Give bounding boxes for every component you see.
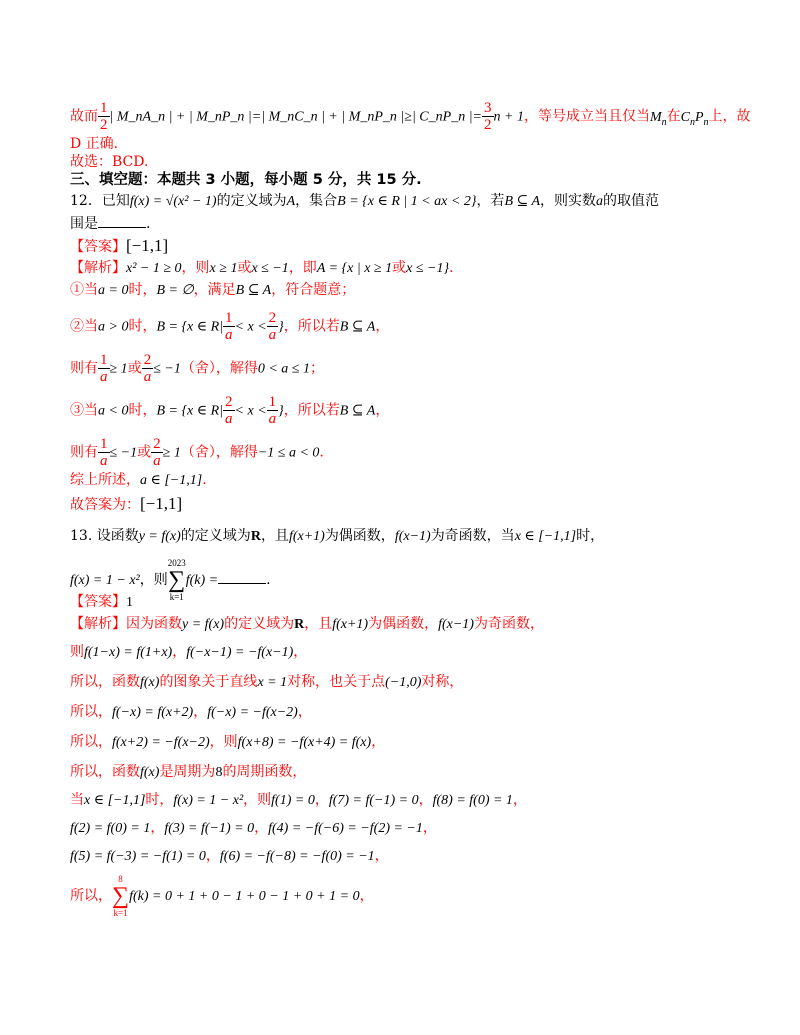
math: $C_nP_n$ — [680, 109, 709, 128]
text: ，所以若 — [283, 402, 340, 419]
text: 的定义域为 — [224, 616, 295, 632]
math: a ∈ [−1,1] — [140, 473, 203, 488]
q13-analysis-line-8 — [70, 818, 437, 839]
analysis-label: 【解析】 — [70, 616, 126, 632]
math: f(x) = 1 − x² — [70, 573, 140, 588]
text: 在 — [666, 108, 681, 125]
text: ， — [254, 820, 269, 836]
fraction: $\frac{1}{a}$ — [268, 394, 277, 427]
math: R — [294, 617, 305, 632]
text: ，即 — [288, 260, 317, 276]
math: f(x+1) — [288, 529, 325, 544]
prev-solution-line-3: 故选：BCD. — [70, 154, 149, 170]
text: 所以， — [70, 888, 112, 904]
text: ，所以若 — [283, 318, 340, 335]
text: 或 — [137, 444, 152, 461]
text: 时， — [128, 318, 157, 335]
math: f(x−1) — [438, 617, 474, 632]
q13-analysis-line-5 — [70, 732, 385, 753]
q12-analysis-line-1 — [70, 258, 454, 279]
text: 或 — [392, 260, 407, 276]
math: B ⊆ A — [235, 283, 272, 298]
math: f(x+2) = −f(x−2) — [112, 735, 210, 750]
math: f(−x−1) = −f(x−1) — [186, 645, 294, 660]
text: 因为函数 — [126, 616, 182, 632]
text: 则有 — [70, 360, 98, 377]
math: f(8) = f(0) = 1 — [432, 793, 513, 808]
q12-case-3-result — [70, 436, 324, 469]
math: A = {x | x ≥ 1 — [316, 261, 393, 276]
math: f(x) = √(x² − 1) — [129, 194, 217, 209]
text: 或 — [237, 260, 252, 276]
math: f(1−x) = f(1+x) — [84, 645, 173, 660]
math: < x < — [234, 403, 267, 419]
math: x = 1 — [257, 675, 288, 690]
q13-analysis-line-6 — [70, 762, 306, 783]
math: x ∈ [−1,1] — [514, 529, 577, 544]
sum-lower-limit: k=1 — [169, 592, 184, 602]
math: f(x) = 1 − x² — [173, 793, 244, 808]
math: a < 0 — [98, 403, 129, 419]
math: f(−x) = f(x+2) — [112, 705, 194, 720]
math: x ≥ 1 — [209, 261, 238, 276]
math: f(2) = f(0) = 1 — [70, 821, 151, 836]
math: B ⊆ A — [339, 319, 376, 335]
text: ，则 — [139, 572, 168, 588]
math: ≤ −1 — [153, 361, 181, 377]
q12-stem-line-2 — [70, 214, 150, 234]
math: f(−x) = −f(x−2) — [207, 705, 298, 720]
math: f(7) = f(−1) = 0 — [328, 793, 419, 808]
q12-case-3 — [70, 394, 389, 427]
text: ， — [512, 792, 527, 808]
math: 8 — [215, 765, 223, 780]
math: ≥ 1 — [162, 445, 181, 461]
fraction: $\frac{1}{a}$ — [225, 310, 233, 343]
text: （舍），解得 — [180, 360, 258, 377]
text: ，且 — [304, 616, 333, 632]
text: ，若 — [476, 193, 505, 209]
fraction: $\frac{2}{a}$ — [143, 352, 152, 385]
math: f(x+1) — [332, 617, 369, 632]
text: 时， — [145, 792, 174, 808]
answer-value: [−1,1] — [126, 236, 169, 255]
math: $M_n$ — [649, 109, 667, 128]
text: 的定义域为 — [180, 528, 251, 544]
math: f(3) = f(−1) = 0 — [164, 821, 255, 836]
text: （舍），解得 — [180, 444, 258, 461]
fraction: $\frac{2}{a}$ — [268, 310, 277, 343]
math: a = 0 — [98, 283, 129, 298]
answer-label: 【答案】 — [70, 594, 126, 610]
q13-analysis-line-2 — [70, 642, 307, 663]
q13-analysis-line-10 — [70, 874, 374, 918]
math: (−1,0) — [385, 675, 422, 690]
text: 或 — [127, 360, 142, 377]
math: a > 0 — [98, 319, 129, 335]
math: [−1,1] — [140, 494, 183, 513]
math: } — [278, 403, 284, 419]
section-title: 三、填空题：本题共 3 小题，每小题 5 分，共 15 分. — [70, 172, 422, 188]
prev-solution-line-2: D 正确. — [70, 136, 119, 152]
text: ，则 — [209, 734, 238, 750]
text: ，集合 — [295, 193, 338, 209]
analysis-label: 【解析】 — [70, 260, 126, 276]
text: ，等号成立当且仅当 — [523, 108, 650, 125]
math: B = {x ∈ R| — [156, 403, 224, 419]
text: . — [146, 216, 151, 232]
answer-blank — [218, 571, 266, 584]
text: 对称，也关于点 — [287, 674, 386, 690]
text: 所以， — [70, 704, 112, 720]
text: ，符合题意； — [271, 282, 356, 298]
text: ， — [297, 704, 312, 720]
math: y = f(x) — [138, 529, 181, 544]
math: x ≤ −1 — [251, 261, 289, 276]
q13-answer — [70, 592, 133, 613]
text: 当 — [70, 792, 84, 808]
text: ， — [422, 820, 437, 836]
math: −1 ≤ a < 0 — [257, 445, 320, 461]
q12-case-2-result — [70, 352, 324, 385]
math: n + 1 — [493, 109, 524, 125]
math: B = {x ∈ R| — [156, 319, 224, 335]
text: 上，故 — [708, 108, 751, 125]
fraction: $\frac{3}{2}$ — [484, 100, 492, 133]
sum-lower-limit: k=1 — [113, 908, 128, 918]
answer-blank — [98, 215, 146, 228]
text: 时， — [576, 528, 605, 544]
math: f(x) — [140, 675, 160, 690]
math: f(x−1) — [394, 529, 431, 544]
math: < x < — [234, 319, 267, 335]
math: f(1) = 0 — [271, 793, 315, 808]
q13-analysis-line-9 — [70, 846, 389, 867]
fraction: $\frac{2}{a}$ — [225, 394, 233, 427]
math: f(5) = f(−3) = −f(1) = 0 — [70, 849, 206, 864]
summation-symbol: 8 ∑ k=1 — [112, 874, 130, 918]
text: . — [266, 572, 271, 588]
math: | M_nA_n | + | M_nP_n |=| M_nC_n | + | M_nP_n |≥| C_nP_n |= — [109, 109, 482, 125]
text: . — [202, 472, 207, 488]
math: x ∈ [−1,1] — [84, 793, 146, 808]
text: 的定义域为 — [216, 193, 287, 209]
math: f(4) = −f(−6) = −f(2) = −1 — [268, 821, 423, 836]
q12-case-2 — [70, 310, 389, 343]
q13-analysis-line-4 — [70, 702, 312, 723]
math: f(6) = −f(−8) = −f(0) = −1 — [219, 849, 375, 864]
text: 综上所述， — [70, 472, 140, 488]
text: ， — [374, 848, 389, 864]
text: ， — [193, 704, 208, 720]
math: } — [278, 319, 284, 335]
text: . — [319, 444, 324, 461]
math: f(x) — [140, 765, 160, 780]
math: f(x+8) = −f(x+4) = f(x) — [237, 735, 372, 750]
text: 时， — [128, 282, 157, 298]
text: 12．已知 — [70, 193, 130, 209]
text: ，则 — [181, 260, 210, 276]
text: ，且 — [260, 528, 289, 544]
math: x ≤ −1} — [406, 261, 450, 276]
answer-value: 1 — [126, 595, 133, 610]
text: 对称， — [421, 674, 464, 690]
text: ，则 — [243, 792, 272, 808]
text: ， — [150, 820, 165, 836]
math: R — [250, 529, 261, 544]
text: . — [449, 260, 454, 276]
answer-label: 【答案】 — [70, 239, 126, 255]
q13-stem-line-1 — [70, 526, 604, 547]
math: f(k) = — [185, 573, 219, 588]
sum-upper-limit: 2023 — [167, 558, 186, 568]
fraction: $\frac{1}{a}$ — [100, 352, 108, 385]
text: 故而 — [70, 108, 98, 125]
fraction: $\frac{1}{2}$ — [100, 100, 108, 133]
fraction: $\frac{2}{a}$ — [153, 436, 161, 469]
text: 故答案为： — [70, 497, 140, 513]
q12-stem-line-1 — [70, 191, 659, 212]
text: ， — [205, 848, 220, 864]
text: 的图象关于直线 — [159, 674, 258, 690]
q12-summary — [70, 470, 207, 491]
q12-answer — [70, 236, 168, 257]
text: 则有 — [70, 444, 98, 461]
text: ， — [293, 644, 308, 660]
text: 是周期为 — [159, 764, 216, 780]
q12-case-1 — [70, 280, 355, 301]
text: ， — [314, 792, 329, 808]
text: ②当 — [70, 318, 98, 335]
math: 0 < a ≤ 1 — [257, 361, 310, 377]
math: B ⊆ A — [339, 403, 376, 419]
text: 为奇函数， — [473, 616, 544, 632]
text: ①当 — [70, 282, 98, 298]
text: 所以，函数 — [70, 764, 140, 780]
summation-symbol: 2023 ∑ k=1 — [167, 558, 186, 602]
text: ，则实数 — [540, 193, 597, 209]
text: ， — [172, 644, 187, 660]
math: a — [596, 194, 604, 209]
math: y = f(x) — [182, 617, 225, 632]
text: ， — [371, 734, 386, 750]
text: 为偶函数， — [324, 528, 395, 544]
q12-final-answer — [70, 494, 182, 515]
text: ， — [375, 402, 390, 419]
q13-analysis-line-1 — [70, 614, 544, 635]
math: A — [286, 194, 296, 209]
prev-solution-line-1 — [70, 100, 751, 133]
math: ≤ −1 — [109, 445, 138, 461]
text: 的周期函数， — [222, 764, 307, 780]
math: x² − 1 ≥ 0 — [126, 261, 182, 276]
text: ，满足 — [193, 282, 236, 298]
text: ， — [375, 318, 390, 335]
q13-analysis-line-7 — [70, 790, 527, 811]
text: 所以， — [70, 734, 112, 750]
math: B = {x ∈ R | 1 < ax < 2} — [337, 194, 477, 209]
text: 所以，函数 — [70, 674, 140, 690]
text: 13. 设函数 — [70, 528, 139, 544]
fraction: $\frac{1}{a}$ — [100, 436, 108, 469]
math: B ⊆ A — [504, 194, 541, 209]
math: f(k) = 0 + 1 + 0 − 1 + 0 − 1 + 0 + 1 = 0 — [129, 889, 360, 904]
q13-analysis-line-3 — [70, 672, 463, 693]
text: 时， — [128, 402, 157, 419]
text: ； — [309, 360, 324, 377]
math: B = ∅ — [156, 283, 194, 298]
text: 围是 — [70, 216, 98, 232]
text: 则 — [70, 644, 84, 660]
sum-upper-limit: 8 — [118, 874, 123, 884]
text: 的取值范 — [603, 193, 660, 209]
text: ③当 — [70, 402, 98, 419]
text: 为偶函数， — [368, 616, 439, 632]
text: 为奇函数，当 — [430, 528, 515, 544]
text: ， — [418, 792, 433, 808]
math: ≥ 1 — [109, 361, 128, 377]
text: ， — [359, 888, 374, 904]
